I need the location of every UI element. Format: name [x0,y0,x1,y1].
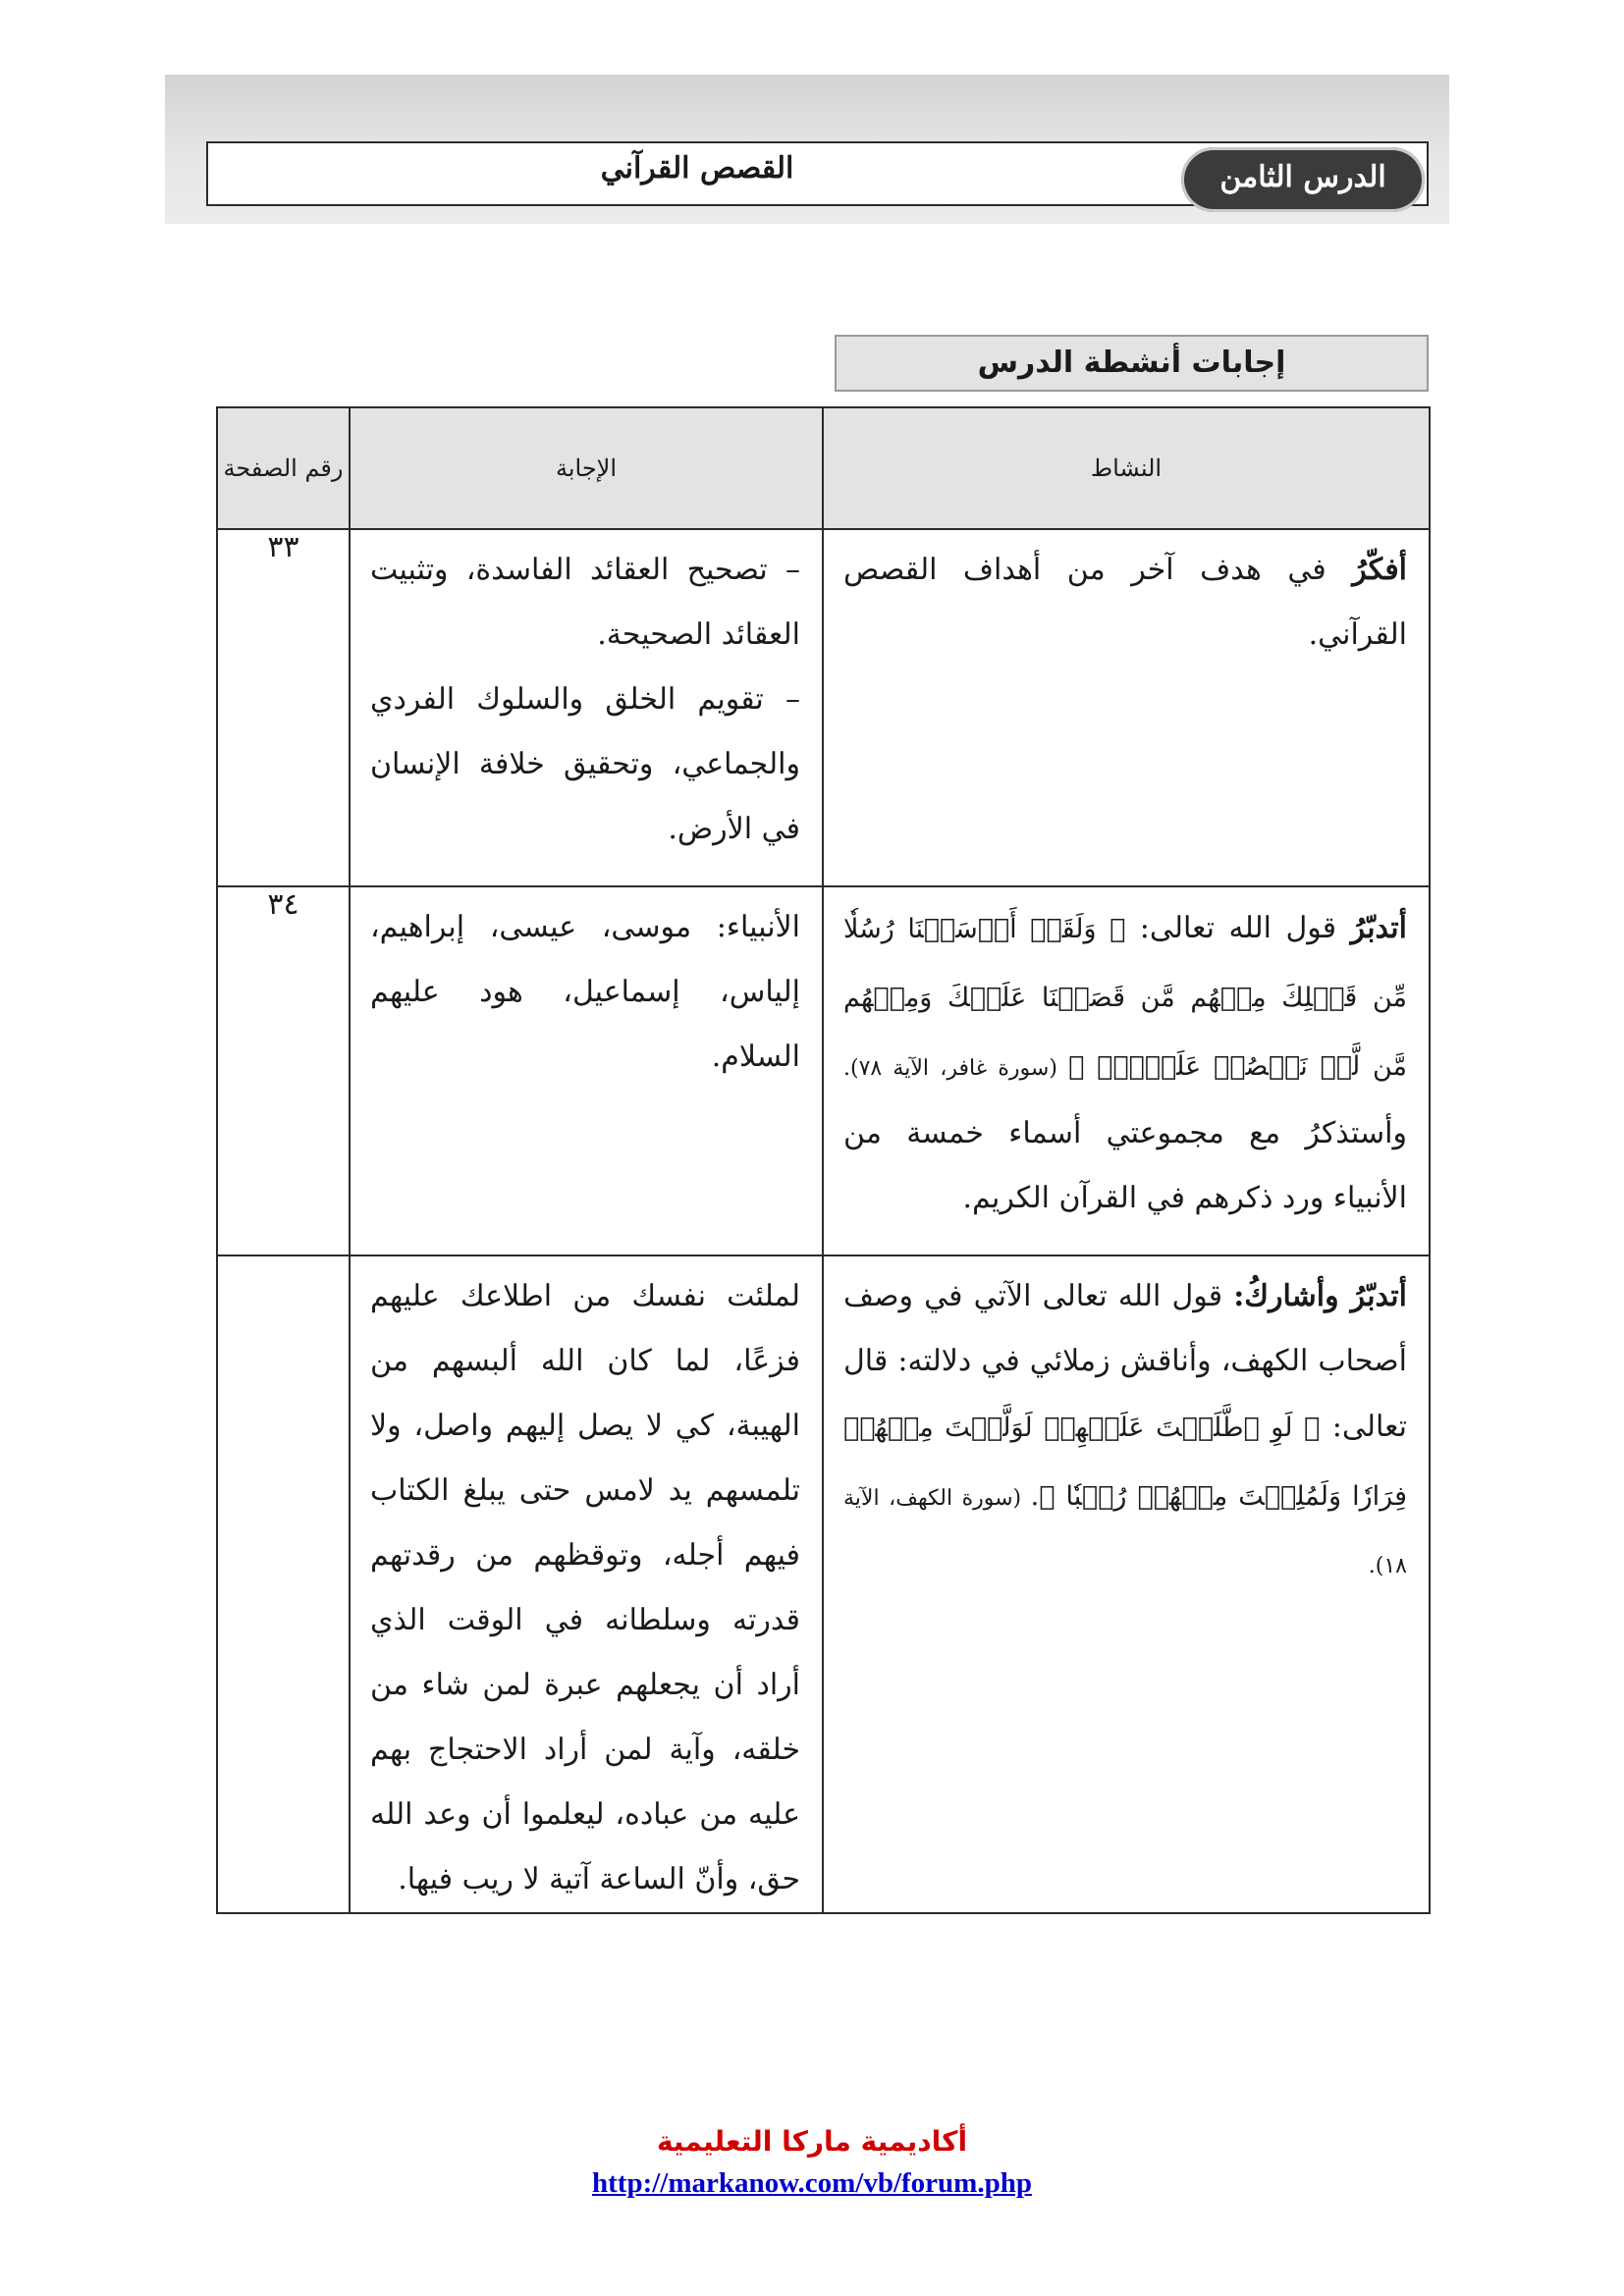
answer-text: – تصحيح العقائد الفاسدة، وتثبيت العقائد الصحيحة. – تقويم الخلق والسلوك الفردي والجماعي، وتحقيق خلافة الإنسان في الأرض. [370,553,800,846]
page-number [217,1255,350,1913]
answer-text: لملئت نفسك من اطلاعك عليهم فزعًا، لما كان الله ألبسهم من الهيبة، كي لا يصل إليهم واصل، ولا تلمسهم يد لامس حتى يبلغ الكتاب فيهم أجله، وتوقظهم من رقدتهم قدرته وسلطانه في الوقت الذي أراد أن يجعلهم عبرة لمن شاء من خلقه، وآية لمن أراد الاحتجاج بهم عليه من عباده، ليعلموا أن وعد الله حق، وأنّ الساعة آتية لا ريب فيها. [370,1279,800,1896]
table-header-row [217,407,1430,529]
quran-verse: ﴿ وَلَقَدۡ أَرۡسَلۡنَا رُسُلٗا مِّن قَبۡلِكَ مِنۡهُم مَّن قَصَصۡنَا عَلَيۡكَ وَمِنۡهُم مَّن لَّمۡ نَقۡصُصۡ عَلَيۡكَۗ ﴾ [843,914,1407,1082]
page-number: ٣٣ [217,529,350,886]
answer-cell [350,886,823,1255]
answer-cell [350,529,823,886]
verse-reference: (سورة غافر، الآية ٧٨). [843,1056,1069,1081]
header-page-number: رقم الصفحة [217,407,350,529]
activity-cell [823,886,1430,1255]
table-row [217,886,1430,1255]
answer-cell [350,1255,823,1913]
header-answer: الإجابة [350,407,823,529]
activity-text: في هدف آخر من أهداف القصص القرآني. [843,553,1407,652]
header-activity: النشاط [823,407,1430,529]
answer-text: الأنبياء: موسى، عيسى، إبراهيم، إلياس، إسماعيل، هود عليهم السلام. [370,910,800,1074]
activity-verb: أتدبّرُ وأشاركُ: [1233,1279,1407,1313]
table-row [217,1255,1430,1913]
activity-verb: أتدبّرُ [1350,911,1407,945]
activity-cell [823,529,1430,886]
table-row [217,529,1430,886]
footer-academy-name: أكاديمية ماركا التعليمية [656,2125,968,2158]
activity-verb: أفكّرُ [1352,553,1407,587]
lesson-number-badge: الدرس الثامن [1181,147,1425,212]
activity-cell [823,1255,1430,1913]
activity-text: قول الله تعالى: [1125,911,1351,945]
section-title: إجابات أنشطة الدرس [835,335,1429,392]
verse-reference: (سورة الكهف، الآية ١٨). [843,1486,1407,1578]
activity-text-continued: وأستذكرُ مع مجموعتي أسماء خمسة من الأنبياء ورد ذكرهم في القرآن الكريم. [843,1116,1407,1215]
footer-forum-link[interactable]: http://markanow.com/vb/forum.php [592,2167,1032,2199]
lesson-title: القصص القرآني [600,151,794,186]
answers-table [216,406,1431,1914]
quran-verse: ﴿ لَوِ ٱطَّلَعۡتَ عَلَيۡهِمۡ لَوَلَّيۡتَ مِنۡهُمۡ فِرَارٗا وَلَمُلِئۡتَ مِنۡهُمۡ رُعۡبٗا ﴾. [843,1413,1407,1512]
page-number: ٣٤ [217,886,350,1255]
activity-text: قول الله تعالى الآتي في وصف أصحاب الكهف، وأناقش زملائي في دلالته: قال تعالى: [843,1279,1407,1444]
